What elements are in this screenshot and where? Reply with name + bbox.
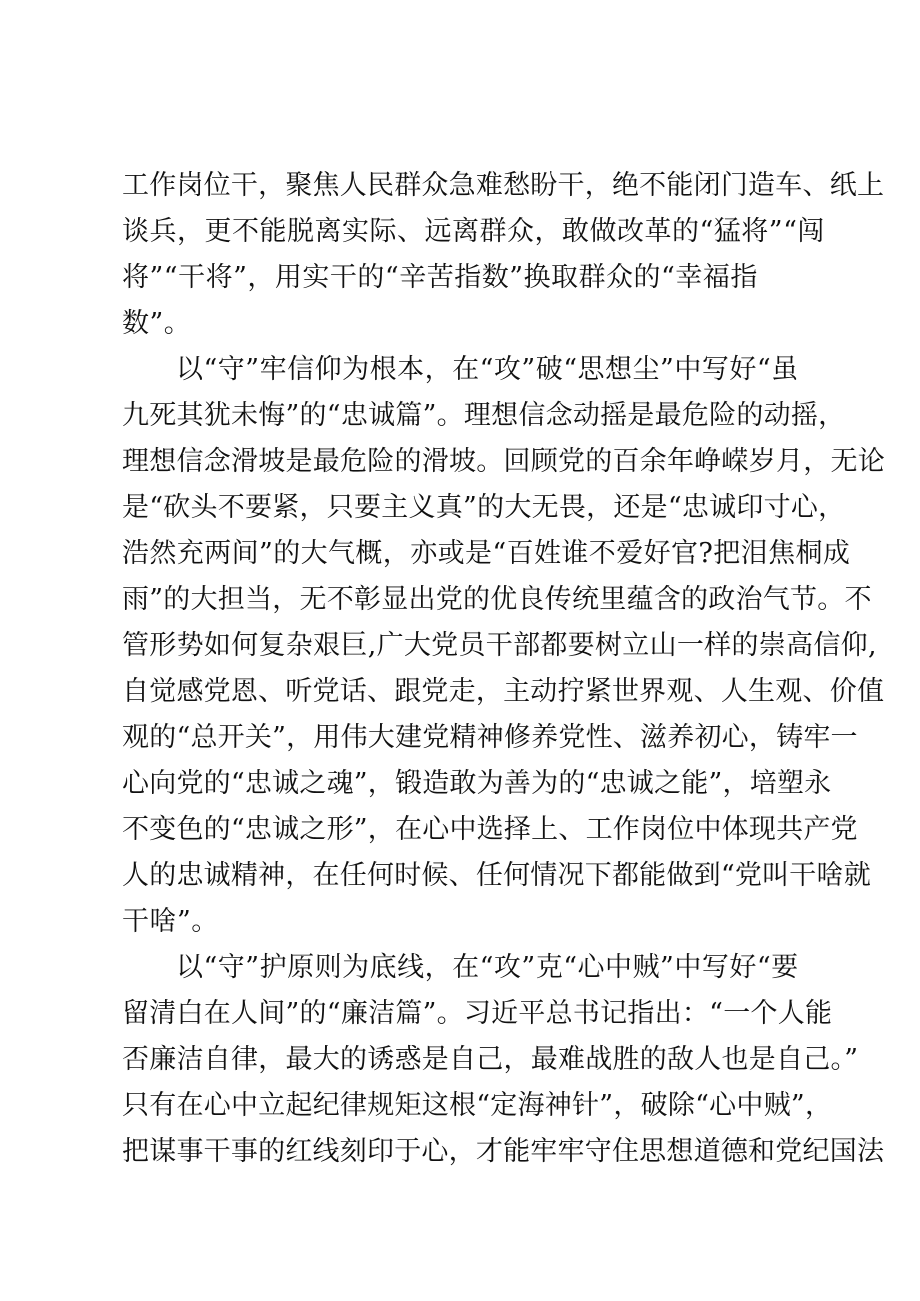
text-line: 将”“干将”，用实干的“辛苦指数”换取群众的“幸福指	[122, 262, 758, 293]
text-line: 留清白在人间”的“廉洁篇”。习近平总书记指出：“一个人能	[122, 998, 833, 1029]
text-line: 浩然充两间”的大气概，亦或是“百姓谁不爱好官?把泪焦桐成	[122, 538, 851, 569]
body-text	[122, 163, 885, 1175]
paragraph-continuation	[122, 163, 885, 347]
paragraph-integrity	[122, 945, 885, 1175]
text-line: 以“守”牢信仰为根本，在“攻”破“思想尘”中写好“虽	[176, 354, 799, 385]
text-line: 只有在心中立起纪律规矩这根“定海神针”，破除“心中贼”，	[122, 1090, 833, 1121]
text-line: 数”。	[122, 308, 192, 339]
text-line: 雨”的大担当，无不彰显出党的优良传统里蕴含的政治气节。不	[122, 584, 872, 615]
text-line: 不变色的“忠诚之形”，在心中选择上、工作岗位中体现共产党	[122, 814, 858, 845]
text-line: 心向党的“忠诚之魂”，锻造敢为善为的“忠诚之能”，培塑永	[122, 768, 832, 799]
text-line: 工作岗位干，聚焦人民群众急难愁盼干，绝不能闭门造车、纸上	[122, 170, 885, 201]
text-line: 人的忠诚精神，在任何时候、任何情况下都能做到“党叫干啥就	[122, 860, 871, 891]
text-line: 是“砍头不要紧，只要主义真”的大无畏，还是“忠诚印寸心，	[122, 492, 846, 523]
text-line: 观的“总开关”，用伟大建党精神修养党性、滋养初心，铸牢一	[122, 722, 858, 753]
text-line: 管形势如何复杂艰巨,广大党员干部都要树立山一样的崇高信仰,	[122, 630, 877, 661]
text-line: 理想信念滑坡是最危险的滑坡。回顾党的百余年峥嵘岁月，无论	[122, 446, 885, 477]
text-line: 把谋事干事的红线刻印于心，才能牢牢守住思想道德和党纪国法	[122, 1136, 885, 1167]
text-line: 九死其犹未悔”的“忠诚篇”。理想信念动摇是最危险的动摇，	[122, 400, 846, 431]
text-line: 谈兵，更不能脱离实际、远离群众，敢做改革的“猛将”“闯	[122, 216, 825, 247]
text-line: 以“守”护原则为底线，在“攻”克“心中贼”中写好“要	[176, 952, 799, 983]
text-line: 自觉感党恩、听党话、跟党走，主动拧紧世界观、人生观、价值	[122, 676, 885, 707]
paragraph-loyalty	[122, 347, 885, 945]
text-line: 否廉洁自律，最大的诱惑是自己，最难战胜的敌人也是自己。”	[122, 1044, 859, 1075]
text-line: 干啥”。	[122, 906, 219, 937]
